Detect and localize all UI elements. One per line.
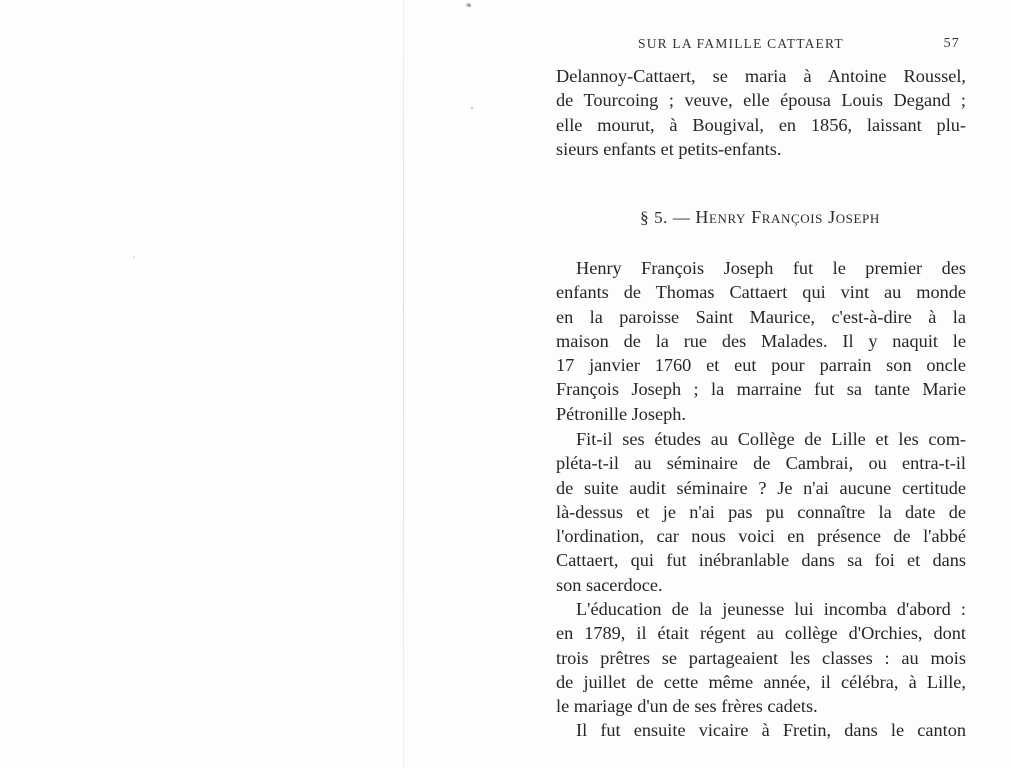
- paragraph: [556, 718, 966, 742]
- page-speck: [466, 3, 471, 7]
- text-line: de juillet de cette même année, il célébra, à Lille,: [556, 671, 966, 692]
- text-line: Delannoy-Cattaert, se maria à Antoine Roussel,: [556, 66, 966, 86]
- text-line: trois prêtres se partageaient les classes : au mois: [556, 647, 966, 668]
- text-line: en la paroisse Saint Maurice, c'est-à-dire à la: [556, 306, 966, 327]
- text-line: son sacerdoce.: [556, 574, 663, 595]
- text-line: là-dessus et je n'ai pas pu connaître la date de: [556, 501, 966, 522]
- left-page-blank: [0, 0, 405, 768]
- text-line: François Joseph ; la marraine fut sa tante Marie: [556, 379, 966, 400]
- running-head-title: SUR LA FAMILLE CATTAERT: [638, 36, 844, 51]
- text-line: Cattaert, qui fut inébranlable dans sa foi et dans: [556, 550, 966, 571]
- text-line: enfants de Thomas Cattaert qui vint au monde: [556, 282, 966, 303]
- text-line: de Tourcoing ; veuve, elle épousa Louis Degand ;: [556, 90, 966, 111]
- text-line: sieurs enfants et petits-enfants.: [556, 138, 782, 159]
- text-line: le mariage d'un de ses frères cadets.: [556, 696, 818, 717]
- text-line: elle mourut, à Bougival, en 1856, laissant plu-: [556, 114, 966, 135]
- section-marker: § 5. —: [640, 208, 691, 227]
- text-line: Il fut ensuite vicaire à Fretin, dans le canton: [576, 720, 966, 740]
- section-heading: [540, 207, 980, 228]
- paragraph: [556, 427, 966, 597]
- text-line: Henry François Joseph fut le premier des: [576, 258, 966, 278]
- text-line: l'ordination, car nous voici en présence de l'abbé: [556, 526, 966, 547]
- paragraph: [556, 256, 966, 426]
- text-line: pléta-t-il au séminaire de Cambrai, ou entra-t-il: [556, 453, 966, 474]
- page-speck: [471, 107, 473, 109]
- right-page: [540, 0, 980, 768]
- text-line: L'éducation de la jeunesse lui incomba d'abord :: [576, 599, 966, 619]
- page-number: 57: [943, 36, 960, 51]
- text-line: maison de la rue des Malades. Il y naquit le: [556, 330, 966, 351]
- section-title: Henry François Joseph: [695, 207, 880, 227]
- text-line: en 1789, il était régent au collège d'Orchies, dont: [556, 623, 966, 644]
- text-line: 17 janvier 1760 et eut pour parrain son oncle: [556, 355, 966, 376]
- text-line: Pétronille Joseph.: [556, 403, 686, 424]
- text-line: de suite audit séminaire ? Je n'ai aucune certitude: [556, 477, 966, 498]
- text-line: Fit-il ses études au Collège de Lille et les com-: [576, 429, 966, 449]
- paragraph-continuation: [556, 64, 966, 161]
- book-gutter: [403, 0, 404, 768]
- page-speck: [133, 256, 135, 258]
- paragraph: [556, 597, 966, 718]
